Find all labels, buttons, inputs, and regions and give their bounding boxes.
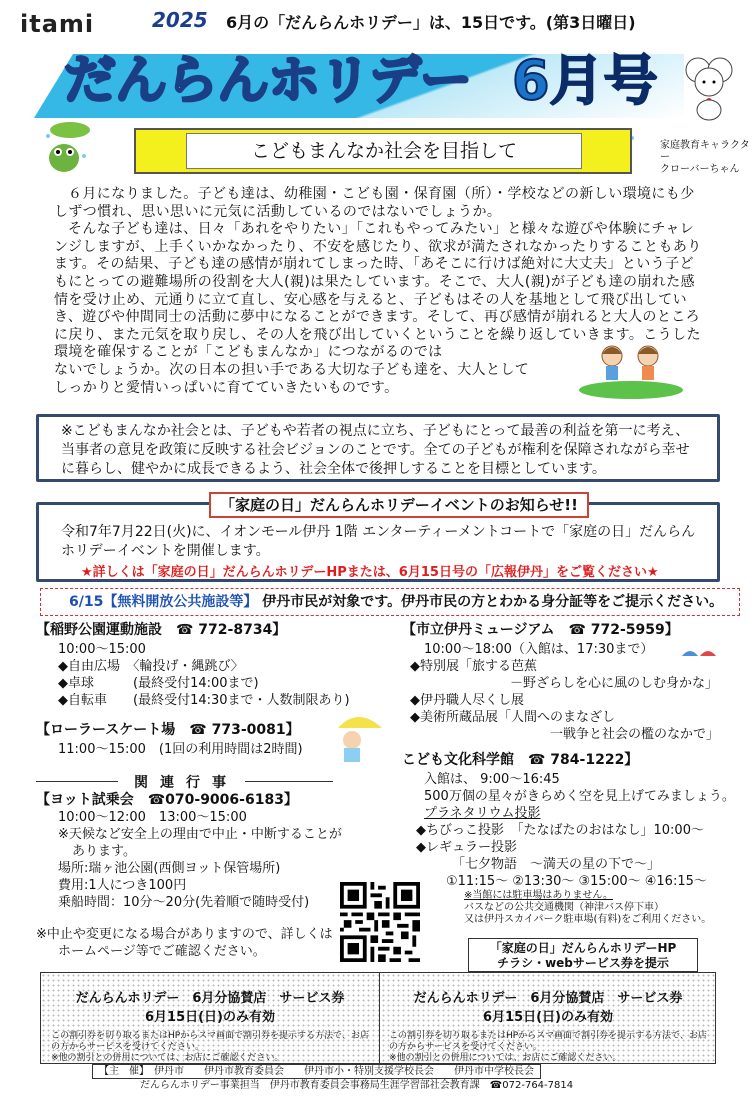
contact-line: だんらんホリデー事業担当 伊丹市教育委員会事務局生涯学習部社会教育課 ☎072-764-7814 bbox=[140, 1080, 574, 1091]
event-title: 「家庭の日」だんらんホリデーイベントのお知らせ!! bbox=[209, 492, 589, 518]
inano-park-title: 【稲野公園運動施設 ☎ 772-8734】 bbox=[36, 622, 287, 638]
yacht-line: 費用:1人につき100円 bbox=[58, 878, 187, 893]
itami-logo: itami bbox=[20, 10, 95, 38]
museum-exhibit: ◆伊丹職人尽くし展 bbox=[410, 693, 524, 708]
museum-exhibit: ◆美術所蔵品展「人間へのまなざし bbox=[410, 710, 615, 725]
museum-section bbox=[402, 622, 742, 743]
inano-park-hours: 10:00〜15:00 bbox=[58, 642, 146, 657]
month-title: 6月号 bbox=[512, 49, 658, 112]
coupon-card[interactable] bbox=[379, 973, 717, 1065]
roller-skate-section bbox=[36, 722, 376, 758]
subtitle-box bbox=[134, 128, 632, 174]
event-body: 令和7年7月22日(火)に、イオンモール伊丹 1階 エンターティーメントコートで「家庭の日」だんらんホリデーイベントを開催します。 bbox=[61, 524, 696, 559]
intro-paragraph: ６月になりました。子ども達は、幼稚園・こども園・保育園（所）・学校などの新しい環境にも少しずつ慣れ、思い思いに元気に活動しているのではないでしょうか。 bbox=[54, 186, 695, 220]
yacht-line: あります。 bbox=[72, 844, 136, 859]
coupon-heading: だんらんホリデー 6月分協賛店 サービス券 bbox=[413, 991, 683, 1006]
museum-exhibit: 一戦争と社会の檻のなかで」 bbox=[550, 727, 720, 742]
inano-park-item: ◆自由広場 〈輪投げ・縄跳び〉 bbox=[58, 659, 244, 674]
event-box bbox=[36, 496, 720, 582]
yacht-line: 場所:瑞ヶ池公園(西側ヨット保管場所) bbox=[58, 861, 281, 876]
yacht-line: ※天候など安全上の理由で中止・中断することが bbox=[58, 827, 342, 842]
inano-park-section bbox=[36, 622, 376, 709]
inano-park-item: ◆自転車 (最終受付14:30まで・人数制限あり) bbox=[58, 693, 350, 708]
umbrella-icons-illustration bbox=[680, 646, 720, 666]
intro-paragraph: ないでしょうか。次の日本の担い手である大切な子ども達を、大人として bbox=[54, 361, 530, 378]
science-museum-section bbox=[402, 752, 752, 890]
coupon-terms: この割引券を切り取るまたはHPからスマ画面で割引券を提示する方法で、お店の方からサービスを受けてください。 ※他の割引との併用については、お店にご確認ください。 bbox=[51, 1031, 369, 1063]
coupon-strip bbox=[40, 972, 716, 1064]
parking-note: ※当館には駐車場はありません。 バスなどの公共交通機関（神津バス停下車） 又は伊丹スカイパーク駐車場(有料)をご利用ください。 bbox=[464, 890, 712, 925]
coupon-card[interactable] bbox=[41, 973, 379, 1065]
coupon-terms: この割引券を切り取るまたはHPからスマ画面で割引券を提示する方法で、お店の方からサービスを受けてください。 ※他の割引との併用については、お店にご確認ください。 bbox=[389, 1031, 707, 1063]
top-announcement: 6月の「だんらんホリデー」は、15日です。(第3日曜日) bbox=[226, 13, 636, 32]
science-museum-title: こども文化科学館 ☎ 784-1222】 bbox=[402, 752, 639, 768]
museum-title: 【市立伊丹ミュージアム ☎ 772-5959】 bbox=[402, 622, 679, 638]
child-umbrella-illustration bbox=[330, 708, 386, 768]
title-banner bbox=[34, 40, 684, 118]
event-note: ★詳しくは「家庭の日」だんらんホリデーHPまたは、6月15日号の「広報伊丹」をご覧ください★ bbox=[81, 565, 659, 580]
clover-mascot-illustration bbox=[676, 52, 742, 124]
children-illustration bbox=[576, 340, 686, 400]
yacht-line: 乗船時間：10分〜20分(先着順で随時受付) bbox=[58, 895, 310, 910]
yacht-line: 10:00〜12:00 13:00〜15:00 bbox=[58, 810, 247, 825]
museum-exhibit: ◆特別展「旅する芭蕉 bbox=[410, 659, 537, 674]
subtitle: こどもまんなか社会を目指して bbox=[186, 133, 582, 169]
year-label: 2025 bbox=[152, 8, 208, 32]
qr-code[interactable] bbox=[340, 882, 420, 962]
science-line: 入館は、 9:00〜16:45 bbox=[424, 772, 560, 787]
science-line: 500万個の星々がきらめく空を見上げてみましょう。 bbox=[424, 789, 735, 804]
organizer-line: 【主 催】 伊丹市 伊丹市教育委員会 伊丹市小・特別支援学校長会 伊丹市中学校長会 bbox=[92, 1064, 541, 1079]
museum-exhibit: －野ざらしを心に風のしむ身かな」 bbox=[510, 676, 719, 691]
frog-umbrella-illustration bbox=[40, 116, 90, 176]
related-events-heading: 関連行事 bbox=[134, 775, 238, 791]
science-line: ◆レギュラー投影 bbox=[416, 840, 517, 855]
coupon-heading: だんらんホリデー 6月分協賛店 サービス券 bbox=[75, 991, 345, 1006]
science-line: ◆ちびっこ投影 「たなばたのおはなし」10:00〜 bbox=[416, 823, 704, 838]
page-title: だんらんホリデー bbox=[64, 51, 471, 111]
science-line: ①11:15〜 ②13:30〜 ③15:00〜 ④16:15〜 bbox=[446, 874, 707, 889]
intro-paragraph: しっかりと愛情いっぱいに育てていきたいものです。 bbox=[54, 379, 399, 396]
free-facilities-bar bbox=[40, 588, 740, 616]
free-facilities-text: 伊丹市民が対象です。伊丹市民の方とわかる身分証等をご提示ください。 bbox=[262, 594, 724, 610]
yacht-title: 【ヨット試乗会 ☎070-9006-6183】 bbox=[36, 792, 298, 808]
coupon-validity: 6月15日(日)のみ有効 bbox=[482, 1010, 614, 1025]
intro-paragraph: そんな子ども達は、日々「あれをやりたい」「これもやってみたい」と様々な遊びや体験にチャレンジしますが、上手くいかなかったり、不安を感じたり、欲求が満たされなかったりすることもあります。その結果、子ども達の感情が崩れてしまった時、「あそこに行けば絶対に大丈夫」という子どもにとっての避難場所の役割を大人(親)は果たしています。そこで、大人(親)が子ども達の崩れた感情を受け止め、元通りに立て直し、安心感を与えると、子どもはその人を基地として飛び出していき、遊びや仲間同士の活動に夢中になることができます。そして、再び感情が崩れると大人のところに戻り、また元気を取り戻し、その人を飛び出していくということを繰り返していきます。こうした環境を確保することが「こどもまんなか」につながるのでは bbox=[54, 221, 702, 361]
roller-skate-title: 【ローラースケート場 ☎ 773-0081】 bbox=[36, 722, 300, 738]
coupon-validity: 6月15日(日)のみ有効 bbox=[144, 1010, 276, 1025]
footer bbox=[92, 1064, 612, 1092]
museum-hours: 10:00〜18:00（入館は、17:30まで） bbox=[424, 642, 654, 657]
change-note: ※中止や変更になる場合がありますので、詳しくは ホームページ等でご確認ください。 bbox=[36, 927, 333, 959]
yacht-section bbox=[36, 792, 366, 911]
hp-box: 「家庭の日」だんらんホリデーHP チラシ・webサービス券を提示 bbox=[468, 938, 698, 972]
mascot-caption: 家庭教育キャラクター クローバーちゃん bbox=[660, 140, 750, 175]
inano-park-item: ◆卓球 (最終受付14:00まで) bbox=[58, 676, 259, 691]
divider-line bbox=[245, 781, 333, 782]
planetarium-heading: プラネタリウム投影 bbox=[424, 806, 541, 821]
science-line: 「七夕物語 〜満天の星の下で〜」 bbox=[452, 857, 661, 872]
roller-skate-hours: 11:00〜15:00 (1回の利用時間は2時間) bbox=[58, 742, 303, 757]
definition-box: ※こどもまんなか社会とは、子どもや若者の視点に立ち、子どもにとって最善の利益を第一に考え、当事者の意見を政策に反映する社会ビジョンのことです。全ての子どもが権利を保障されながら幸せに暮らし、健やかに成長できるよう、社会全体で後押しすることを目標としています。 bbox=[36, 414, 720, 482]
free-facilities-label: 6/15【無料開放公共施設等】 bbox=[69, 594, 258, 610]
